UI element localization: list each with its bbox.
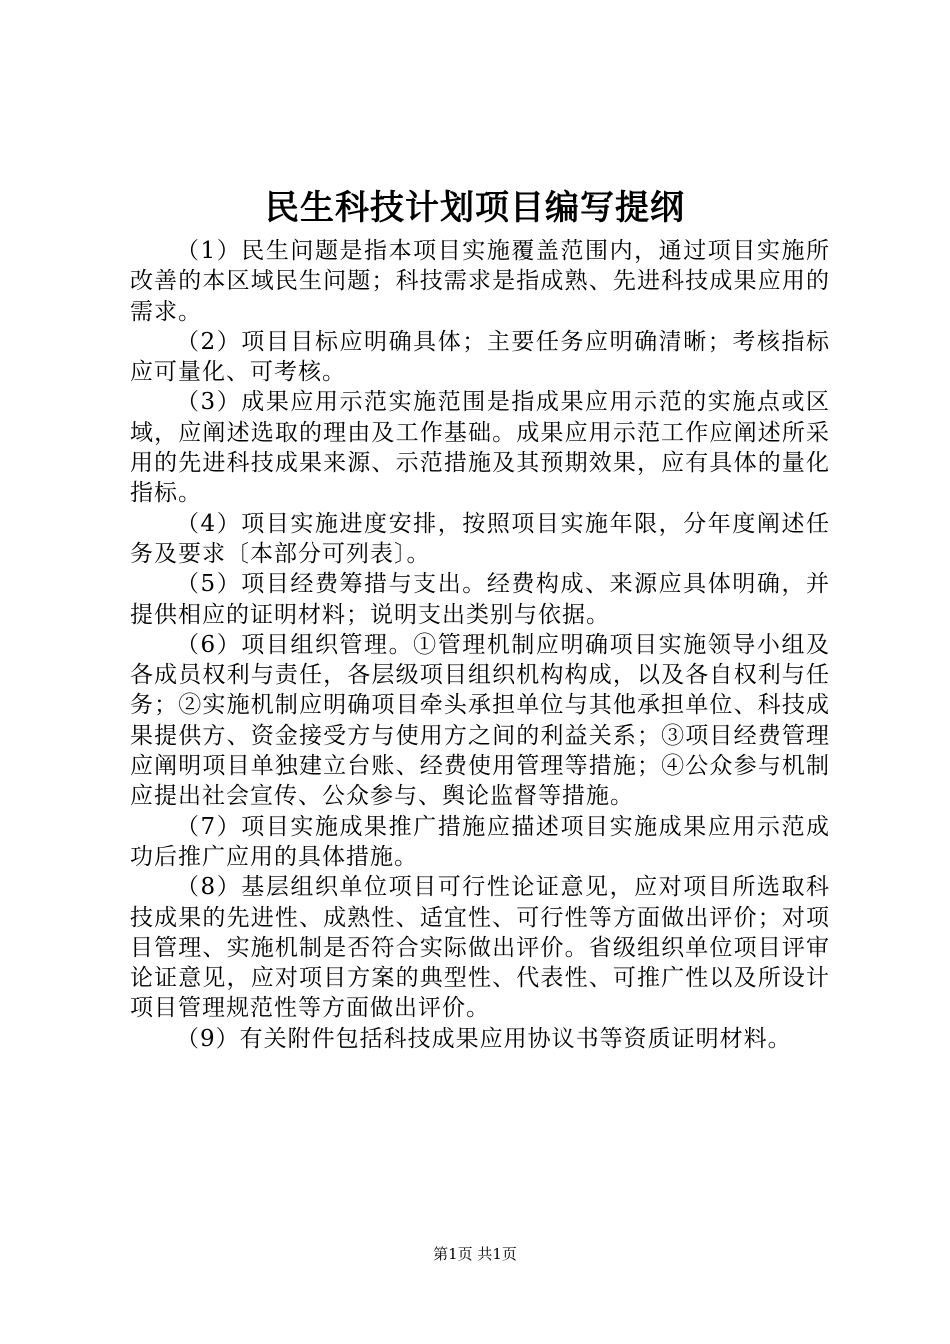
document-title: 民生科技计划项目编写提纲: [265, 188, 685, 228]
paragraph-8: （8）基层组织单位项目可行性论证意见，应对项目所选取科技成果的先进性、成熟性、适宜性、可行性等方面做出评价；对项目管理、实施机制是否符合实际做出评价。省级组织单位项目评审论证意见，应对项目方案的典型性、代表性、可推广性以及所设计项目管理规范性等方面做出评价。: [130, 874, 830, 1022]
paragraph-5: （5）项目经费筹措与支出。经费构成、来源应具体明确，并提供相应的证明材料；说明支出类别与依据。: [130, 571, 830, 628]
paragraph-3: （3）成果应用示范实施范围是指成果应用示范的实施点或区域，应阐述选取的理由及工作基础。成果应用示范工作应阐述所采用的先进科技成果来源、示范措施及其预期效果，应有具体的量化指标。: [130, 389, 830, 507]
paragraph-6: （6）项目组织管理。①管理机制应明确项目实施领导小组及各成员权利与责任，各层级项目组织机构构成，以及各自权利与任务；②实施机制应明确项目牵头承担单位与其他承担单位、科技成果提供方、资金接受方与使用方之间的利益关系；③项目经费管理应阐明项目单独建立台账、经费使用管理等措施；④公众参与机制应提出社会宣传、公众参与、舆论监督等措施。: [130, 631, 830, 810]
paragraph-1: （1）民生问题是指本项目实施覆盖范围内，通过项目实施所改善的本区域民生问题；科技需求是指成熟、先进科技成果应用的需求。: [130, 238, 830, 325]
page-footer: 第1页 共1页: [433, 1245, 517, 1263]
paragraph-2: （2）项目目标应明确具体；主要任务应明确清晰；考核指标应可量化、可考核。: [130, 328, 830, 386]
document-body: [130, 236, 830, 1054]
paragraph-7: （7）项目实施成果推广措施应描述项目实施成果应用示范成功后推广应用的具体措施。: [130, 813, 830, 870]
paragraph-9: （9）有关附件包括科技成果应用协议书等资质证明材料。: [176, 1025, 792, 1052]
paragraph-4: （4）项目实施进度安排，按照项目实施年限，分年度阐述任务及要求〔本部分可列表〕。: [130, 510, 830, 567]
